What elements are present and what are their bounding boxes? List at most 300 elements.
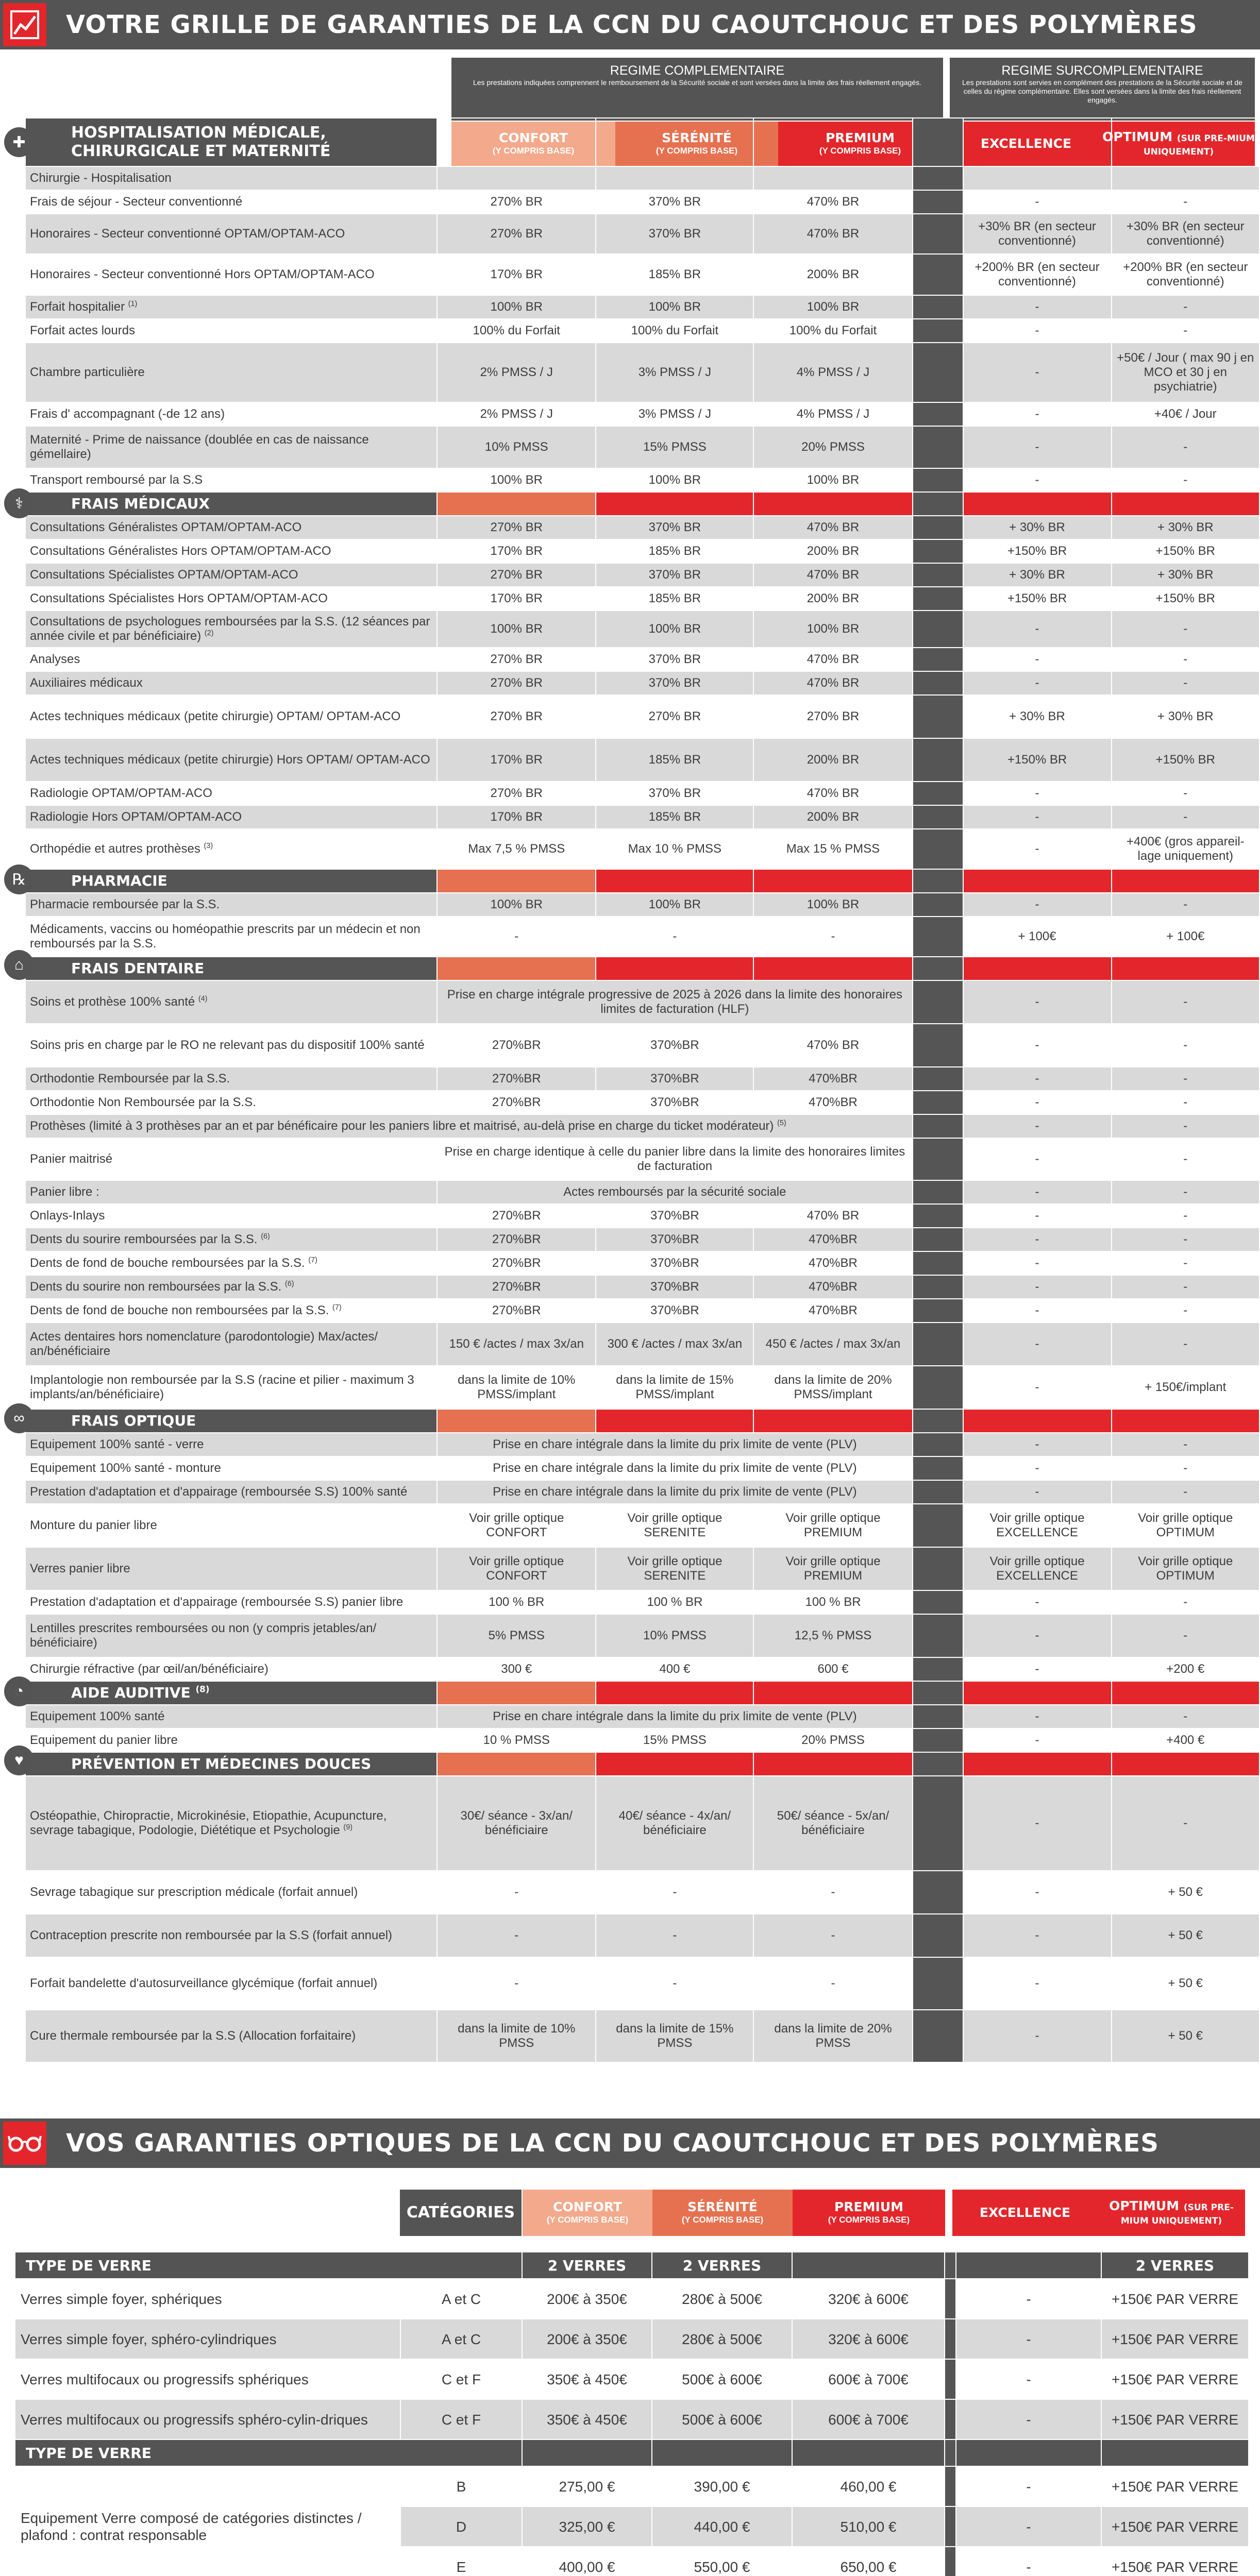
value-cell: 2 VERRES	[522, 2252, 652, 2279]
value-cell: 12,5 % PMSS	[753, 1614, 912, 1657]
row-label: Honoraires - Secteur conventionné OPTAM/OPTAM-ACO	[25, 214, 437, 254]
table-row	[25, 190, 1259, 214]
value-cell: 100 % BR	[437, 1590, 596, 1614]
opt-header-confort: CONFORT (Y COMPRIS BASE)	[523, 2190, 652, 2236]
row-label: Maternité - Prime de naissance (doublée en cas de naissance gémellaire)	[25, 426, 437, 468]
value-cell: -	[963, 1091, 1112, 1114]
row-label: Radiologie OPTAM/OPTAM-ACO	[25, 782, 437, 805]
table-row	[25, 2010, 1259, 2062]
row-label: Frais de séjour - Secteur conventionné	[25, 190, 437, 214]
table-row	[25, 893, 1259, 917]
table-row	[25, 1275, 1259, 1299]
value-cell: -	[1112, 1323, 1259, 1366]
table-row	[15, 2319, 1249, 2359]
value-cell	[956, 2252, 1101, 2279]
row-label: Equipement du panier libre	[25, 1728, 437, 1752]
value-cell: + 100€	[1112, 917, 1259, 957]
section-color-cell	[913, 957, 963, 980]
section-color-cell	[437, 492, 596, 516]
value-cell: 4% PMSS / J	[753, 343, 912, 402]
value-cell: 270%BR	[437, 1204, 596, 1228]
value-cell: 270%BR	[437, 1251, 596, 1275]
table-row	[25, 295, 1259, 319]
table-row	[25, 1914, 1259, 1957]
value-cell: 170% BR	[437, 805, 596, 829]
column-divider	[945, 2279, 956, 2319]
table-row	[25, 402, 1259, 426]
column-divider	[913, 611, 963, 648]
value-cell	[1101, 2439, 1249, 2466]
value-cell: +30% BR (en secteur conventionné)	[1112, 214, 1259, 254]
pharmacy-icon: ℞	[4, 865, 34, 894]
value-cell: -	[963, 1299, 1112, 1323]
value-cell: -	[1112, 611, 1259, 648]
table-row	[25, 1228, 1259, 1251]
value-cell: + 30% BR	[1112, 695, 1259, 738]
table-row	[25, 1138, 1259, 1180]
value-cell	[963, 166, 1112, 190]
footnote-ref: (5)	[777, 1119, 786, 1127]
value-cell: 270% BR	[596, 695, 753, 738]
value-cell: 3% PMSS / J	[596, 402, 753, 426]
value-cell: +150% BR	[963, 587, 1112, 611]
value-cell: -	[963, 1705, 1112, 1728]
row-label: Verres simple foyer, sphéro-cylindriques	[15, 2319, 400, 2359]
spanned-value: Prise en chare intégrale dans la limite du prix limite de vente (PLV)	[437, 1433, 912, 1456]
table-row	[25, 1957, 1259, 2010]
row-label: Verres panier libre	[25, 1547, 437, 1590]
footnote-ref: (2)	[204, 629, 214, 637]
header-excellence: EXCELLENCE	[950, 122, 1102, 166]
value-cell: -	[963, 426, 1112, 468]
regime-complementaire-header: REGIME COMPLEMENTAIRE Les prestations indiquées comprennent le remboursement de la Sécurité sociale et sont versées dans la limite des frais réellement engagés.	[451, 58, 943, 121]
column-divider	[913, 1914, 963, 1957]
row-label: Equipement 100% santé - verre	[25, 1433, 437, 1456]
value-cell: -	[963, 1957, 1112, 2010]
value-cell: 15% PMSS	[596, 426, 753, 468]
table-row	[15, 2466, 1249, 2506]
spanned-value: Prise en charge identique à celle du panier libre dans la limite des honoraires limites de facturation	[437, 1138, 912, 1180]
column-divider	[913, 1456, 963, 1480]
value-cell: -	[596, 1914, 753, 1957]
value-cell: 200% BR	[753, 539, 912, 563]
value-cell: -	[1112, 648, 1259, 671]
value-cell: Voir grille optique PREMIUM	[753, 1504, 912, 1547]
value-cell: -	[956, 2359, 1101, 2399]
column-divider	[945, 2319, 956, 2359]
value-cell: 2% PMSS / J	[437, 343, 596, 402]
column-divider	[913, 1705, 963, 1728]
row-label: Verres simple foyer, sphériques	[15, 2279, 400, 2319]
value-cell: 185% BR	[596, 254, 753, 295]
table-row	[25, 980, 1259, 1024]
value-cell: Voir grille optique OPTIMUM	[1112, 1547, 1259, 1590]
table-row	[25, 1024, 1259, 1067]
value-cell: -	[963, 1433, 1112, 1456]
row-label: Dents de fond de bouche non remboursées par la S.S. $^{(7)}$	[25, 1299, 437, 1323]
row-label: Actes techniques médicaux (petite chirurgie) Hors OPTAM/ OPTAM-ACO	[25, 738, 437, 782]
title-band-1	[0, 0, 1260, 49]
header-serenite: SÉRÉNITÉ (Y COMPRIS BASE)	[615, 122, 778, 166]
value-cell: 270% BR	[437, 782, 596, 805]
category-cell: D	[400, 2506, 522, 2547]
value-cell: 300 € /actes / max 3x/an	[596, 1323, 753, 1366]
value-cell: Voir grille optique OPTIMUM	[1112, 1504, 1259, 1547]
value-cell: -	[963, 1614, 1112, 1657]
value-cell: 2 VERRES	[652, 2252, 792, 2279]
header-spacer	[437, 118, 596, 166]
value-cell: 370% BR	[596, 190, 753, 214]
value-cell	[792, 2439, 945, 2466]
tooth-icon: ⌂	[4, 950, 34, 980]
value-cell: -	[963, 1657, 1112, 1681]
table-row	[25, 648, 1259, 671]
table-row	[25, 917, 1259, 957]
value-cell: 100% BR	[437, 611, 596, 648]
value-cell: -	[963, 190, 1112, 214]
opt-header-optimum: OPTIMUM (SUR PRE-MIUM UNIQUEMENT)	[1098, 2190, 1245, 2236]
value-cell: 470% BR	[753, 1024, 912, 1067]
value-cell: 10% PMSS	[437, 426, 596, 468]
section-color-cell	[753, 492, 912, 516]
header-spacer	[753, 118, 912, 166]
table-row	[25, 563, 1259, 587]
value-cell: 100% BR	[753, 611, 912, 648]
row-label: Equipement 100% santé - monture	[25, 1456, 437, 1480]
value-cell: 370% BR	[596, 516, 753, 539]
row-label: Chirurgie réfractive (par œil/an/bénéficiaire)	[25, 1657, 437, 1681]
header-categories: CATÉGORIES	[400, 2190, 522, 2236]
value-cell: 370%BR	[596, 1251, 753, 1275]
column-divider	[913, 671, 963, 695]
section-color-cell	[753, 1752, 912, 1776]
column-divider	[913, 1024, 963, 1067]
opt-header-excellence: EXCELLENCE	[952, 2190, 1098, 2236]
value-cell: 400 €	[596, 1657, 753, 1681]
column-divider	[913, 1957, 963, 2010]
value-cell: 15% PMSS	[596, 1728, 753, 1752]
table-row	[25, 1871, 1259, 1914]
row-label: Implantologie non remboursée par la S.S (racine et pilier - maximum 3 implants/an/bénéficiaire)	[25, 1366, 437, 1409]
value-cell: 275,00 €	[522, 2466, 652, 2506]
value-cell: +150% BR	[1112, 738, 1259, 782]
value-cell: 400,00 €	[522, 2547, 652, 2576]
value-cell: 500€ à 600€	[652, 2399, 792, 2439]
table-row	[25, 805, 1259, 829]
value-cell: -	[437, 1957, 596, 2010]
column-divider	[913, 1114, 963, 1138]
value-cell: 100% BR	[596, 893, 753, 917]
optique-title: VOS GARANTIES OPTIQUES DE LA CCN DU CAOUTCHOUC ET DES POLYMÈRES	[66, 2129, 1159, 2158]
value-cell: 100% BR	[437, 295, 596, 319]
row-label: Contraception prescrite non remboursée par la S.S (forfait annuel)	[25, 1914, 437, 1957]
value-cell: -	[596, 1871, 753, 1914]
value-cell: -	[1112, 1705, 1259, 1728]
section-color-cell	[913, 1681, 963, 1705]
value-cell: -	[956, 2279, 1101, 2319]
value-cell: -	[1112, 1251, 1259, 1275]
column-divider	[913, 426, 963, 468]
value-cell: 200% BR	[753, 805, 912, 829]
value-cell: -	[1112, 1776, 1259, 1871]
value-cell: -	[963, 1456, 1112, 1480]
value-cell: -	[963, 1180, 1112, 1204]
row-label: Soins pris en charge par le RO ne relevant pas du dispositif 100% santé	[25, 1024, 437, 1067]
section-header	[25, 869, 1259, 893]
column-divider	[913, 1433, 963, 1456]
table-row	[25, 1614, 1259, 1657]
value-cell: +150€ PAR VERRE	[1101, 2279, 1249, 2319]
value-cell: -	[956, 2466, 1101, 2506]
value-cell	[596, 166, 753, 190]
value-cell: 370% BR	[596, 214, 753, 254]
value-cell: dans la limite de 10% PMSS	[437, 2010, 596, 2062]
table-row	[25, 1590, 1259, 1614]
section-color-cell	[753, 1409, 912, 1433]
column-divider	[913, 1138, 963, 1180]
value-cell: 470%BR	[753, 1251, 912, 1275]
row-label: Sevrage tabagique sur prescription médicale (forfait annuel)	[25, 1871, 437, 1914]
value-cell: 3% PMSS / J	[596, 343, 753, 402]
header-optimum: OPTIMUM (SUR PRE-MIUM UNIQUEMENT)	[1102, 122, 1255, 166]
value-cell: +150% BR	[1112, 539, 1259, 563]
value-cell: -	[437, 1914, 596, 1957]
value-cell	[522, 2439, 652, 2466]
value-cell: 600€ à 700€	[792, 2399, 945, 2439]
row-label: Prothèses (limité à 3 prothèses par an et par bénéficaire pour les paniers libre et maitrisé, au-delà prise en charge du ticket modérateur) $^{(5)}$	[25, 1114, 913, 1138]
value-cell: + 150€/implant	[1112, 1366, 1259, 1409]
value-cell: -	[963, 1776, 1112, 1871]
section-title: PHARMACIE	[25, 869, 437, 893]
value-cell: +150€ PAR VERRE	[1101, 2506, 1249, 2547]
value-cell: -	[1112, 1024, 1259, 1067]
value-cell: 170% BR	[437, 587, 596, 611]
header-spacer	[596, 118, 753, 166]
value-cell: -	[596, 1957, 753, 2010]
value-cell: 470% BR	[753, 190, 912, 214]
value-cell: 270% BR	[437, 648, 596, 671]
table-row	[25, 611, 1259, 648]
row-label: Consultations Généralistes Hors OPTAM/OPTAM-ACO	[25, 539, 437, 563]
footnote-ref: (7)	[308, 1256, 317, 1264]
row-label: Consultations Généralistes OPTAM/OPTAM-ACO	[25, 516, 437, 539]
row-label: Monture du panier libre	[25, 1504, 437, 1547]
value-cell: -	[753, 1957, 912, 2010]
category-cell: A et C	[400, 2279, 522, 2319]
row-label: Equipement 100% santé	[25, 1705, 437, 1728]
value-cell: 100% BR	[753, 468, 912, 492]
row-label: Dents du sourire remboursées par la S.S. $^{(6)}$	[25, 1228, 437, 1251]
section-color-cell	[963, 492, 1112, 516]
value-cell	[792, 2252, 945, 2279]
row-label: Forfait actes lourds	[25, 319, 437, 343]
column-divider	[913, 2010, 963, 2062]
value-cell: 270% BR	[753, 695, 912, 738]
column-divider	[945, 2439, 956, 2466]
value-cell: 280€ à 500€	[652, 2319, 792, 2359]
value-cell: -	[1112, 1299, 1259, 1323]
value-cell: -	[1112, 1180, 1259, 1204]
table-row	[25, 1547, 1259, 1590]
value-cell: 370%BR	[596, 1204, 753, 1228]
value-cell: + 30% BR	[963, 516, 1112, 539]
value-cell: 370%BR	[596, 1024, 753, 1067]
opt-header-premium: PREMIUM (Y COMPRIS BASE)	[793, 2190, 945, 2236]
value-cell: -	[963, 1871, 1112, 1914]
regime-surcomplementaire-header: REGIME SURCOMPLEMENTAIRE Les prestations sont servies en complément des prestations de la Sécurité sociale et de celles du régime complémentaire. Elles sont versées dans la limite des frais réellement engagés.	[950, 58, 1255, 121]
column-divider	[913, 166, 963, 190]
column-divider	[913, 1776, 963, 1871]
section-color-cell	[437, 1752, 596, 1776]
value-cell: 470% BR	[753, 782, 912, 805]
column-divider	[913, 1323, 963, 1366]
value-cell: +150% BR	[1112, 587, 1259, 611]
column-divider	[945, 2547, 956, 2576]
column-divider	[913, 1091, 963, 1114]
value-cell: -	[1112, 1433, 1259, 1456]
value-cell: 650,00 €	[792, 2547, 945, 2576]
value-cell: +200 €	[1112, 1657, 1259, 1681]
value-cell: -	[963, 648, 1112, 671]
value-cell: -	[1112, 295, 1259, 319]
section-header	[25, 957, 1259, 980]
value-cell: -	[437, 917, 596, 957]
value-cell: +150€ PAR VERRE	[1101, 2359, 1249, 2399]
value-cell: + 30% BR	[963, 695, 1112, 738]
section-color-cell	[437, 1681, 596, 1705]
value-cell: Max 10 % PMSS	[596, 829, 753, 869]
table-row	[25, 214, 1259, 254]
value-cell: 100% BR	[596, 611, 753, 648]
column-divider	[913, 1614, 963, 1657]
section-color-cell	[1112, 1752, 1259, 1776]
value-cell: Voir grille optique CONFORT	[437, 1547, 596, 1590]
value-cell: 470%BR	[753, 1091, 912, 1114]
value-cell: 200€ à 350€	[522, 2279, 652, 2319]
value-cell: 470%BR	[753, 1299, 912, 1323]
value-cell: -	[963, 893, 1112, 917]
spanned-value: Actes remboursés par la sécurité sociale	[437, 1180, 912, 1204]
value-cell: +150% BR	[963, 539, 1112, 563]
column-divider	[913, 1275, 963, 1299]
value-cell: 5% PMSS	[437, 1614, 596, 1657]
type-verre-label: TYPE DE VERRE	[15, 2252, 522, 2279]
table-row	[15, 2399, 1249, 2439]
value-cell: +150€ PAR VERRE	[1101, 2547, 1249, 2576]
value-cell: 100% BR	[596, 295, 753, 319]
value-cell: 440,00 €	[652, 2506, 792, 2547]
value-cell: -	[963, 671, 1112, 695]
value-cell: 30€/ séance - 3x/an/ bénéficiaire	[437, 1776, 596, 1871]
table-row	[15, 2279, 1249, 2319]
table-row	[25, 1067, 1259, 1091]
column-divider	[945, 2399, 956, 2439]
column-divider	[945, 2506, 956, 2547]
row-label: Forfait bandelette d'autosurveillance glycémique (forfait annuel)	[25, 1957, 437, 2010]
value-cell: -	[1112, 1138, 1259, 1180]
column-divider	[945, 2466, 956, 2506]
ear-icon: ◔	[4, 1676, 34, 1706]
value-cell: 270%BR	[437, 1299, 596, 1323]
table-row	[25, 671, 1259, 695]
value-cell: 370%BR	[596, 1091, 753, 1114]
column-divider	[913, 1504, 963, 1547]
value-cell: -	[1112, 1204, 1259, 1228]
hospital-icon: ✚	[4, 127, 34, 157]
category-cell: E	[400, 2547, 522, 2576]
value-cell: 550,00 €	[652, 2547, 792, 2576]
table-row	[25, 1204, 1259, 1228]
column-divider	[913, 782, 963, 805]
column-divider	[945, 2359, 956, 2399]
value-cell: 300 €	[437, 1657, 596, 1681]
table-row	[25, 539, 1259, 563]
row-label: Honoraires - Secteur conventionné Hors OPTAM/OPTAM-ACO	[25, 254, 437, 295]
column-divider	[913, 980, 963, 1024]
column-divider	[913, 563, 963, 587]
section-title: FRAIS OPTIQUE	[25, 1409, 437, 1433]
table-row	[25, 1251, 1259, 1275]
value-cell: Voir grille optique SERENITE	[596, 1504, 753, 1547]
section-title: PRÉVENTION ET MÉDECINES DOUCES	[25, 1752, 437, 1776]
value-cell: -	[963, 1067, 1112, 1091]
section-color-cell	[596, 869, 753, 893]
value-cell: -	[963, 343, 1112, 402]
type-verre-row	[15, 2439, 1249, 2466]
header-premium: PREMIUM (Y COMPRIS BASE)	[778, 122, 942, 166]
section-color-cell	[1112, 492, 1259, 516]
section-title: HOSPITALISATION MÉDICALE, CHIRURGICALE ET MATERNITÉ	[25, 118, 437, 166]
section-color-cell	[1112, 869, 1259, 893]
value-cell: 280€ à 500€	[652, 2279, 792, 2319]
value-cell: + 50 €	[1112, 1957, 1259, 2010]
row-label: Actes dentaires hors nomenclature (parodontologie) Max/actes/ an/bénéficiaire	[25, 1323, 437, 1366]
section-color-cell	[437, 869, 596, 893]
section-color-cell	[753, 957, 912, 980]
value-cell: -	[963, 319, 1112, 343]
value-cell: 370%BR	[596, 1067, 753, 1091]
row-label: Panier libre :	[25, 1180, 437, 1204]
value-cell: -	[956, 2547, 1101, 2576]
table-row	[25, 1456, 1259, 1480]
value-cell: 100% BR	[437, 893, 596, 917]
value-cell: +400 €	[1112, 1728, 1259, 1752]
row-label: Ostéopathie, Chiropractie, Microkinésie, Etiopathie, Acupuncture, sevrage tabagique, Podologie, Diététique et Psychologie $^{(9)}$	[25, 1776, 437, 1871]
value-cell: 350€ à 450€	[522, 2399, 652, 2439]
value-cell: dans la limite de 10% PMSS/implant	[437, 1366, 596, 1409]
value-cell: -	[1112, 1456, 1259, 1480]
section-color-cell	[963, 869, 1112, 893]
value-cell: 185% BR	[596, 539, 753, 563]
value-cell: +150€ PAR VERRE	[1101, 2319, 1249, 2359]
type-verre-label: TYPE DE VERRE	[15, 2439, 522, 2466]
value-cell: 185% BR	[596, 587, 753, 611]
column-divider	[913, 295, 963, 319]
value-cell: 185% BR	[596, 805, 753, 829]
section-color-cell	[753, 869, 912, 893]
row-label: Orthodontie Remboursée par la S.S.	[25, 1067, 437, 1091]
value-cell: -	[963, 1728, 1112, 1752]
spanned-value: Prise en chare intégrale dans la limite du prix limite de vente (PLV)	[437, 1705, 912, 1728]
value-cell: 370%BR	[596, 1275, 753, 1299]
value-cell: dans la limite de 15% PMSS	[596, 2010, 753, 2062]
value-cell: 470% BR	[753, 648, 912, 671]
column-divider	[945, 2252, 956, 2279]
value-cell: 270% BR	[437, 214, 596, 254]
value-cell: -	[963, 295, 1112, 319]
column-divider	[913, 1067, 963, 1091]
value-cell: -	[1112, 1067, 1259, 1091]
